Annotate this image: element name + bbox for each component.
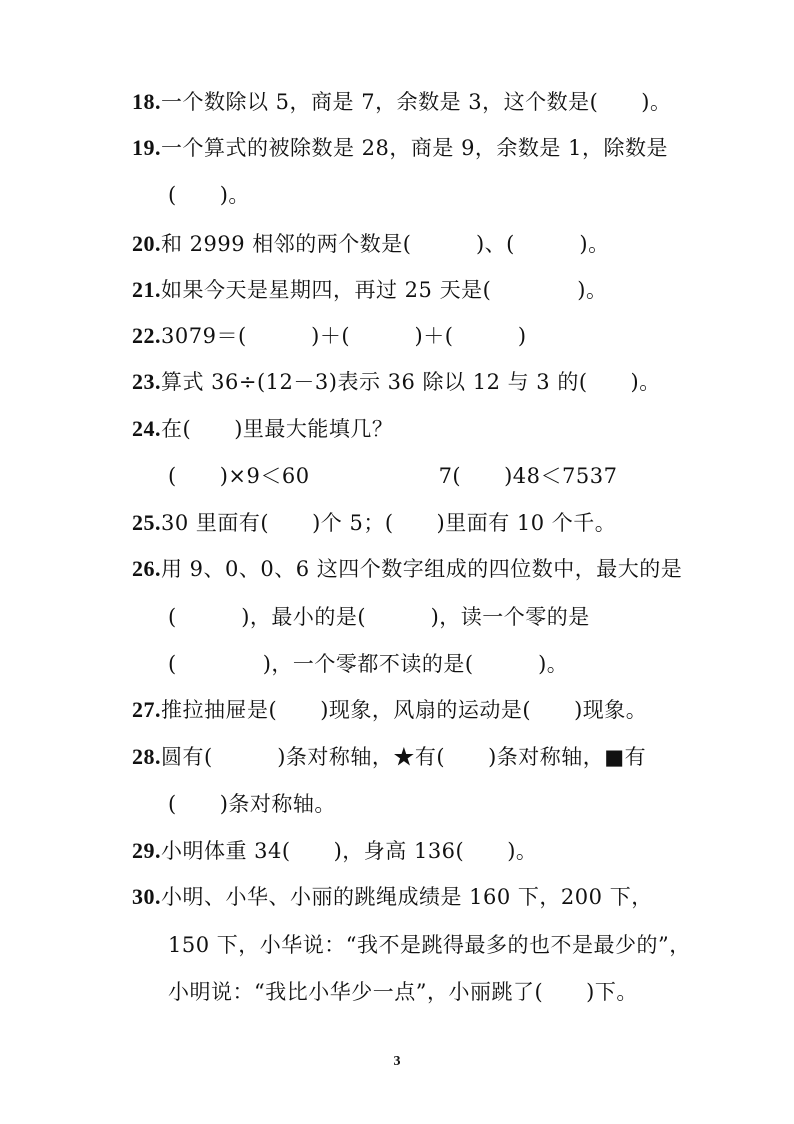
question-number: 20. <box>132 231 161 256</box>
question-30-continuation: 150 下，小华说：“我不是跳得最多的也不是最少的”， <box>168 933 691 957</box>
question-text: 30 里面有( )个 5；( )里面有 10 个千。 <box>161 511 617 535</box>
question-text: 小明、小华、小丽的跳绳成绩是 160 下，200 下， <box>161 885 653 909</box>
question-number: 28. <box>132 744 161 769</box>
question-text: 小明体重 34( )，身高 136( )。 <box>161 839 538 863</box>
question-number: 26. <box>132 556 161 581</box>
question-26 <box>132 553 682 583</box>
question-number: 27. <box>132 697 161 722</box>
question-number: 21. <box>132 277 161 302</box>
question-text: 用 9、0、0、6 这四个数字组成的四位数中，最大的是 <box>161 557 683 581</box>
question-26-continuation: ( )，最小的是( )，读一个零的是 <box>168 605 590 629</box>
question-number: 25. <box>132 510 161 535</box>
question-text: 一个算式的被除数是 28，商是 9，余数是 1，除数是 <box>161 136 668 160</box>
question-26-continuation: ( )，一个零都不读的是( )。 <box>168 652 569 676</box>
question-19-continuation: ( )。 <box>168 183 250 207</box>
question-28-continuation: ( )条对称轴。 <box>168 792 336 816</box>
question-23 <box>132 366 661 396</box>
question-number: 23. <box>132 369 161 394</box>
question-30-continuation: 小明说：“我比小华少一点”，小丽跳了( )下。 <box>168 980 638 1004</box>
question-text: 和 2999 相邻的两个数是( )、( )。 <box>161 232 610 256</box>
question-19 <box>132 132 668 162</box>
question-text: 3079＝( )＋( )＋( ) <box>161 324 527 348</box>
question-number: 29. <box>132 838 161 863</box>
question-text: 如果今天是星期四，再过 25 天是( )。 <box>161 278 608 302</box>
question-24-continuation: ( )×9＜60 7( )48＜7537 <box>168 464 618 488</box>
question-27 <box>132 694 647 724</box>
question-24 <box>132 413 393 443</box>
question-29 <box>132 835 537 865</box>
question-28 <box>132 741 646 771</box>
question-text: 一个数除以 5，商是 7，余数是 3，这个数是( )。 <box>161 90 672 114</box>
question-text: 圆有( )条对称轴，★有( )条对称轴，■有 <box>161 745 647 769</box>
question-number: 22. <box>132 323 161 348</box>
question-number: 18. <box>132 89 161 114</box>
question-20 <box>132 228 610 258</box>
question-30 <box>132 881 653 911</box>
question-text: 算式 36÷(12－3)表示 36 除以 12 与 3 的( )。 <box>161 370 661 394</box>
question-number: 30. <box>132 884 161 909</box>
question-text: 在( )里最大能填几？ <box>161 417 394 441</box>
question-number: 19. <box>132 135 161 160</box>
question-18 <box>132 86 672 116</box>
question-22 <box>132 320 527 350</box>
question-21 <box>132 274 607 304</box>
question-number: 24. <box>132 416 161 441</box>
page-number: 3 <box>393 1054 401 1069</box>
question-text: 推拉抽屉是( )现象，风扇的运动是( )现象。 <box>161 698 648 722</box>
question-25 <box>132 507 616 537</box>
